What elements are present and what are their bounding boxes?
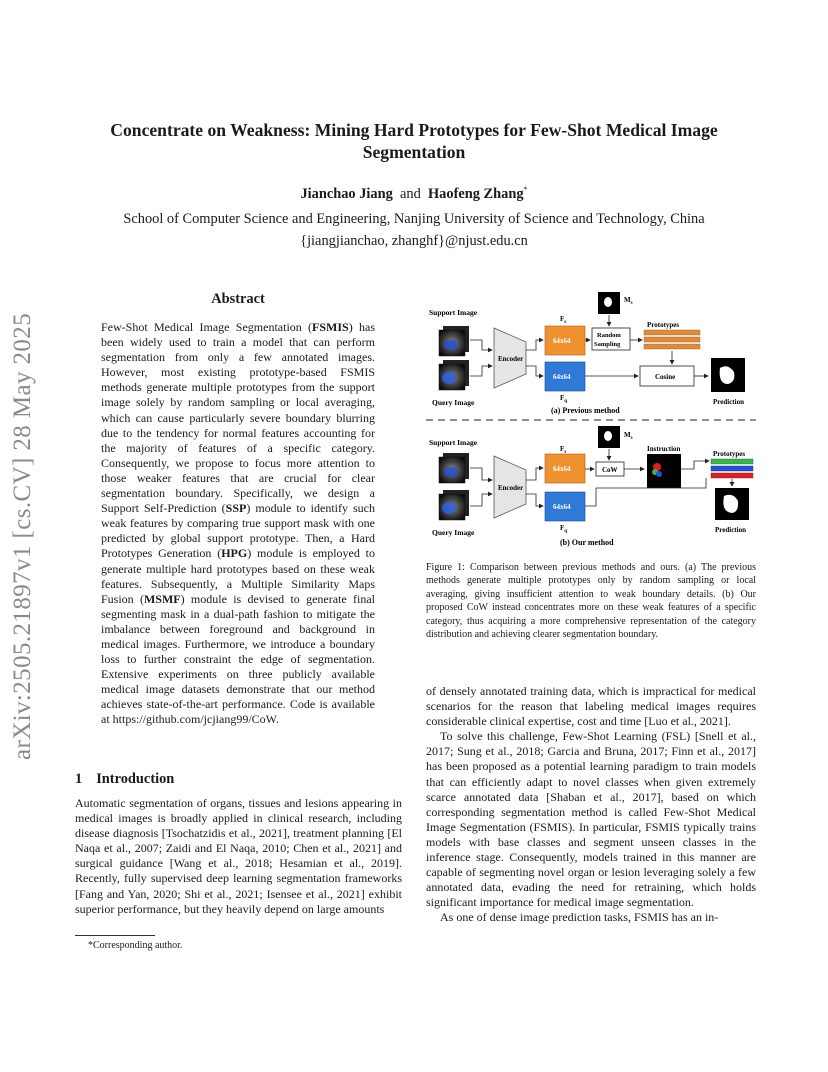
query-image-label-a: Query Image xyxy=(432,398,475,407)
section-title: Introduction xyxy=(96,771,175,787)
intro-right-column xyxy=(426,684,756,926)
support-feature-size-b: 64x64 xyxy=(553,465,571,473)
figure-1-diagram xyxy=(426,288,756,550)
ms-label-b: $M_s$ xyxy=(624,431,633,441)
intro-paragraph-3: As one of dense image prediction tasks, FSMIS has an in- xyxy=(440,910,719,925)
acronym-hpg: HPG xyxy=(221,546,248,561)
edge-fq-to-prototypes xyxy=(585,478,706,506)
panel-b-caption: (b) Our method xyxy=(560,538,614,547)
fs-label-a: $F_s$ xyxy=(560,315,567,325)
acronym-ssp: SSP xyxy=(225,501,247,516)
figure-1 xyxy=(426,288,756,550)
prototype-a-2 xyxy=(644,337,700,342)
abstract-part: Few-Shot Medical Image Segmentation ( xyxy=(101,320,313,334)
instruction-blue-dot xyxy=(656,471,662,477)
prototypes-label-a: Prototypes xyxy=(647,321,680,329)
prototype-b-red xyxy=(711,473,753,478)
intro-left-column: Automatic segmentation of organs, tissues and lesions appearing in medical images is broadly applied in clinical research, including disease diagnosis [Tsochatzidis et al., 2021], treatment planning [El Naqa et al., 2007; Zaidi and El Naqa, 2010; Chen et al., 2021] and surgical guidance [Wang et al., 2018; Hesamian et al., 2019]. Recently, fully supervised deep learning segmentation frameworks [Fang and Yan, 2020; Shi et al., 2021; Isensee et al., 2021] exhibit superior performance, but they heavily depend on large amounts xyxy=(75,796,402,916)
author-1: Jianchao Jiang xyxy=(300,185,393,202)
abstract-part: ) has been widely used to train a model that can perform segmentation from only a few annotated images. However, most existing prototype-based FSMIS methods generate multiple prototypes from the support image solely by random sampling or local averaging, which can cause particularly severe boundary blurring due to the tendency for normal features accounting for the majority of features of a specific category. Consequently, we propose to focus more attention to those weaker features that are crucial for clear segmentation boundary. Specifically, we design a Support Self-Prediction ( xyxy=(101,320,375,516)
random-sampling-label-2: Sampling xyxy=(594,341,621,348)
author-line xyxy=(60,185,768,203)
prototypes-label-b: Prototypes xyxy=(713,450,746,458)
instruction-map xyxy=(647,454,681,488)
author-2: Haofeng Zhang xyxy=(427,185,524,202)
edge-support-to-encoder-a xyxy=(470,340,492,350)
abstract-part: ) module is employed to generate multiple hard prototypes based on these weak features. Subsequently, a Multiple Similarity Maps Fusion ( xyxy=(101,546,376,606)
query-overlay-a xyxy=(442,372,456,384)
query-feature-size-b: 64x64 xyxy=(553,503,571,511)
support-image-label-a: Support Image xyxy=(429,308,478,317)
panel-b xyxy=(429,426,753,547)
ms-label-a: $M_s$ xyxy=(624,296,633,306)
support-mask-shape-b xyxy=(604,431,612,441)
affiliation-block xyxy=(60,208,768,252)
prototype-b-green xyxy=(711,459,753,464)
abstract-part: ) module to identify such weak features by comparing true support mask with one predicted by global support prototype. Then, a Hard Prototypes Generation ( xyxy=(101,501,375,561)
edge-encoder-to-fq-b xyxy=(526,494,543,506)
fs-label-b: $F_s$ xyxy=(560,445,567,455)
support-image-label-b: Support Image xyxy=(429,438,478,447)
figure-1-caption: Figure 1: Comparison between previous methods and ours. (a) The previous methods generate multiple prototypes only by random sampling or local averaging, giving insufficient attention to weak boundary details. (b) Our proposed CoW instead concentrates more on these weak features of a specific category, thus acquiring a more comprehensive representation of the category distribution and achieving clearer segmentation boundary. xyxy=(426,562,756,641)
support-mask-shape-a xyxy=(604,297,612,307)
encoder-label-b: Encoder xyxy=(498,484,524,492)
abstract-text xyxy=(101,320,375,728)
query-overlay-b xyxy=(442,502,456,514)
prediction-label-a: Prediction xyxy=(713,398,744,406)
query-feature-size-a: 64x64 xyxy=(553,373,571,381)
affiliation: School of Computer Science and Engineering, Nanjing University of Science and Technology, China xyxy=(123,211,705,227)
fq-label-b: $F_q$ xyxy=(560,524,568,534)
prediction-label-b: Prediction xyxy=(715,526,746,534)
random-sampling-label-1: Random xyxy=(597,332,621,339)
email: {jiangjianchao, zhanghf}@njust.edu.cn xyxy=(300,233,528,249)
edge-encoder-to-fq-a xyxy=(526,366,543,376)
prototype-a-1 xyxy=(644,330,700,335)
section-heading-introduction xyxy=(75,771,174,788)
abstract-heading: Abstract xyxy=(211,291,265,307)
edge-encoder-to-fs-b xyxy=(526,468,543,480)
panel-a-caption: (a) Previous method xyxy=(551,406,620,415)
abstract-part: ) module is devised to generate final segmenting mask in a dual-path fashion to mitigate the imbalance between foreground and background in medical images. Furthermore, we introduce a boundary loss to further constraint the edge of segmentation. Extensive experiments on three publicly available medical image datasets demonstrate that our method achieves state-of-the-art performance. Code is available at https://github.com/jcjiang99/CoW. xyxy=(101,591,375,727)
panel-a xyxy=(429,292,745,415)
edge-query-to-encoder-b xyxy=(470,494,492,506)
support-feature-size-a: 64x64 xyxy=(553,337,571,345)
acronym-msmf: MSMF xyxy=(143,591,181,606)
arxiv-identifier: arXiv:2505.21897v1 [cs.CV] 28 May 2025 xyxy=(9,312,36,760)
footnote-rule xyxy=(75,935,155,936)
edge-encoder-to-fs-a xyxy=(526,340,543,350)
instruction-label: Instruction xyxy=(647,445,681,453)
edge-instruction-to-prototypes xyxy=(681,461,709,469)
cosine-label-a: Cosine xyxy=(655,373,676,381)
edge-query-to-encoder-a xyxy=(470,366,492,376)
corresponding-mark: * xyxy=(523,185,528,194)
intro-paragraph-1-cont: of densely annotated training data, which is impractical for medical scenarios for the reason that labeling medical images requires considerable clinical expertise, cost and time [Luo et al., 2021]. xyxy=(426,684,756,729)
support-mask-overlay-b xyxy=(444,467,458,477)
prototype-b-blue xyxy=(711,466,753,471)
edge-support-to-encoder-b xyxy=(470,468,492,480)
author-conjunction: and xyxy=(400,185,421,202)
support-mask-overlay-a xyxy=(444,340,458,350)
query-image-label-b: Query Image xyxy=(432,528,475,537)
encoder-label-a: Encoder xyxy=(498,355,524,363)
footnote: *Corresponding author. xyxy=(88,940,183,951)
fq-label-a: $F_q$ xyxy=(560,394,568,404)
intro-paragraph-2: To solve this challenge, Few-Shot Learning (FSL) [Snell et al., 2017; Sung et al., 2018; Garcia and Bruna, 2017; Finn et al., 2017] has been proposed as a potential learning paradigm to train models that can efficiently adapt to novel classes when given extremely scarce annotated data [Shaban et al., 2017], based on which corresponding segmentation method is called Few-Shot Medical Image Segmentation (FSMIS). In particular, FSMIS typically trains models with base classes and segment unseen classes in the inference stage. Consequently, models trained in this manner are capable of segmenting novel organ or lesion leveraging solely a few annotated data, evading the need for retraining, which holds significant importance for medical image segmentation. xyxy=(426,729,756,910)
acronym-fsmis: FSMIS xyxy=(312,320,349,334)
section-number: 1 xyxy=(75,771,83,787)
cow-label: CoW xyxy=(602,466,618,474)
paper-title: Concentrate on Weakness: Mining Hard Prototypes for Few-Shot Medical Image Segmentation xyxy=(110,120,718,162)
prototype-a-3 xyxy=(644,344,700,349)
